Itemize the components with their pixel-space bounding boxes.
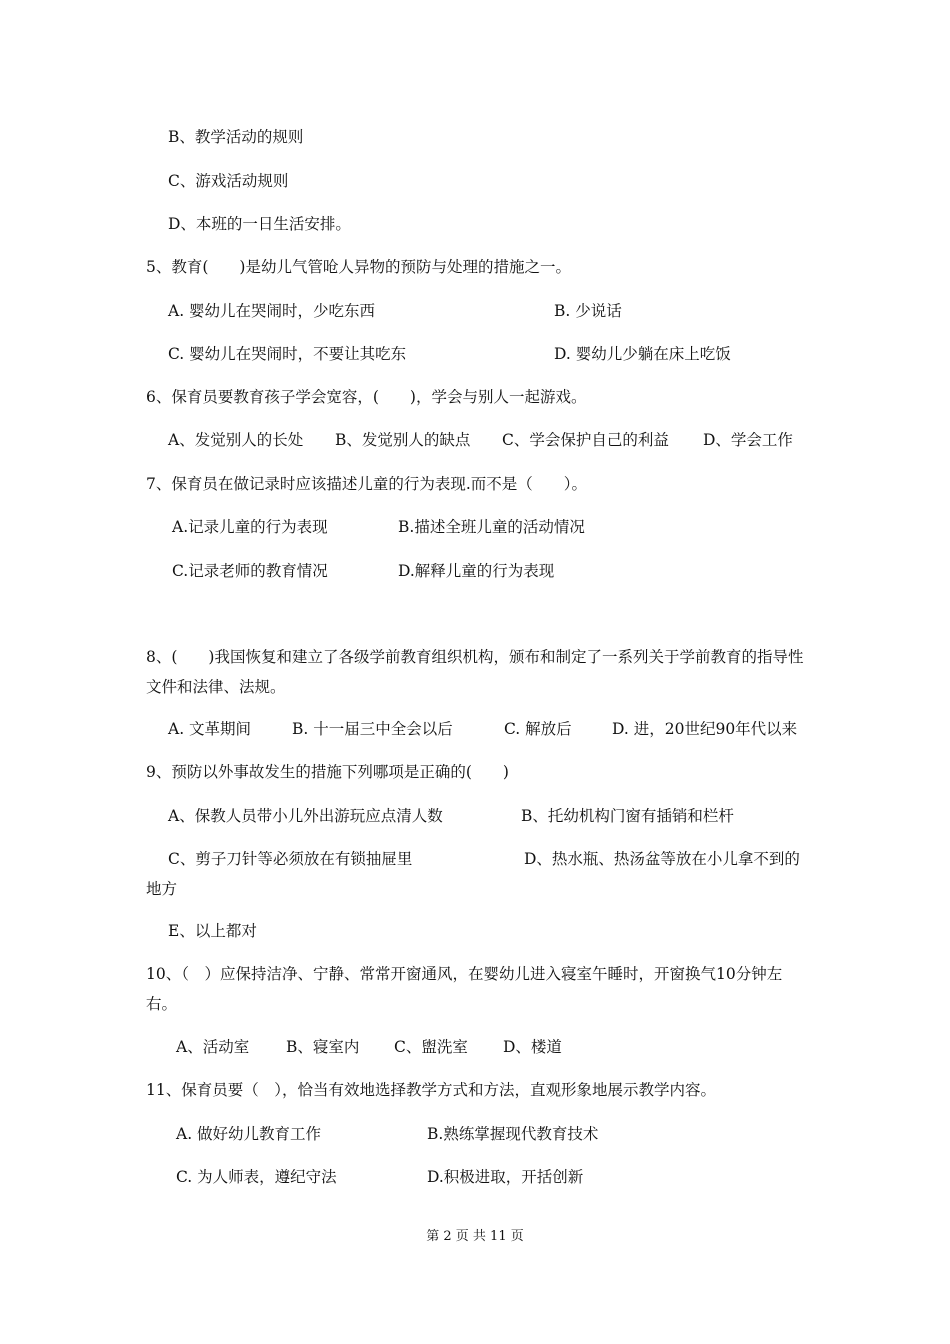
q7-option-b: B.描述全班儿童的活动情况 xyxy=(398,518,585,536)
q9-option-c: C、剪子刀针等必须放在有锁抽屉里 xyxy=(168,850,413,868)
q10-option-a: A、活动室 xyxy=(176,1038,250,1056)
q8-option-d: D. 进，20世纪90年代以来 xyxy=(612,720,798,738)
page-number-footer: 第 2 页 共 11 页 xyxy=(426,1229,524,1244)
q10-option-d: D、楼道 xyxy=(503,1038,562,1056)
q7-stem: 7、保育员在做记录时应该描述儿童的行为表现.而不是（ ）。 xyxy=(146,475,588,493)
q5-option-c: C. 婴幼儿在哭闹时，不要让其吃东 xyxy=(168,345,407,363)
q7-option-d: D.解释儿童的行为表现 xyxy=(398,562,555,580)
q9-option-b: B、托幼机构门窗有插销和栏杆 xyxy=(521,807,734,825)
q11-option-a: A. 做好幼儿教育工作 xyxy=(176,1125,322,1143)
q8-option-b: B. 十一届三中全会以后 xyxy=(292,720,453,738)
q4-option-b: B、教学活动的规则 xyxy=(168,128,304,146)
q5-stem: 5、教育( )是幼儿气管呛人异物的预防与处理的措施之一。 xyxy=(146,258,571,276)
q6-option-d: D、学会工作 xyxy=(703,431,793,449)
q4-option-c: C、游戏活动规则 xyxy=(168,172,289,190)
q8-stem: 8、( )我国恢复和建立了各级学前教育组织机构，颁布和制定了一系列关于学前教育的指导性文件和法律、法规。 xyxy=(146,648,804,696)
q10-stem: 10、（ ）应保持洁净、宁静、常常开窗通风，在婴幼儿进入寝室午睡时，开窗换气10分钟左右。 xyxy=(146,965,783,1013)
q9-option-d: D、热水瓶、热汤盆等放在小儿拿不到的地方 xyxy=(146,850,800,898)
q7-option-c: C.记录老师的教育情况 xyxy=(172,562,328,580)
q5-option-b: B. 少说话 xyxy=(554,302,622,320)
q6-option-c: C、学会保护自己的利益 xyxy=(502,431,669,449)
q6-option-a: A、发觉别人的长处 xyxy=(168,431,304,449)
q7-option-a: A.记录儿童的行为表现 xyxy=(172,518,328,536)
q5-option-d: D. 婴幼儿少躺在床上吃饭 xyxy=(554,345,731,363)
q9-option-a: A、保教人员带小儿外出游玩应点清人数 xyxy=(168,807,443,825)
q11-option-d: D.积极进取，开括创新 xyxy=(427,1168,584,1186)
q4-option-d: D、本班的一日生活安排。 xyxy=(168,215,351,233)
q11-option-c: C. 为人师表，遵纪守法 xyxy=(176,1168,337,1186)
q9-stem: 9、预防以外事故发生的措施下列哪项是正确的( ) xyxy=(146,763,509,781)
q11-option-b: B.熟练掌握现代教育技术 xyxy=(427,1125,599,1143)
q10-option-b: B、寝室内 xyxy=(286,1038,360,1056)
q10-option-c: C、盥洗室 xyxy=(394,1038,468,1056)
q9-option-e: E、以上都对 xyxy=(168,922,257,940)
q6-option-b: B、发觉别人的缺点 xyxy=(335,431,471,449)
q11-stem: 11、保育员要（ ），恰当有效地选择教学方式和方法，直观形象地展示教学内容。 xyxy=(146,1081,716,1099)
q8-option-c: C. 解放后 xyxy=(504,720,572,738)
q6-stem: 6、保育员要教育孩子学会宽容，( )，学会与别人一起游戏。 xyxy=(146,388,587,406)
q8-option-a: A. 文革期间 xyxy=(168,720,252,738)
q5-option-a: A. 婴幼儿在哭闹时，少吃东西 xyxy=(168,302,376,320)
